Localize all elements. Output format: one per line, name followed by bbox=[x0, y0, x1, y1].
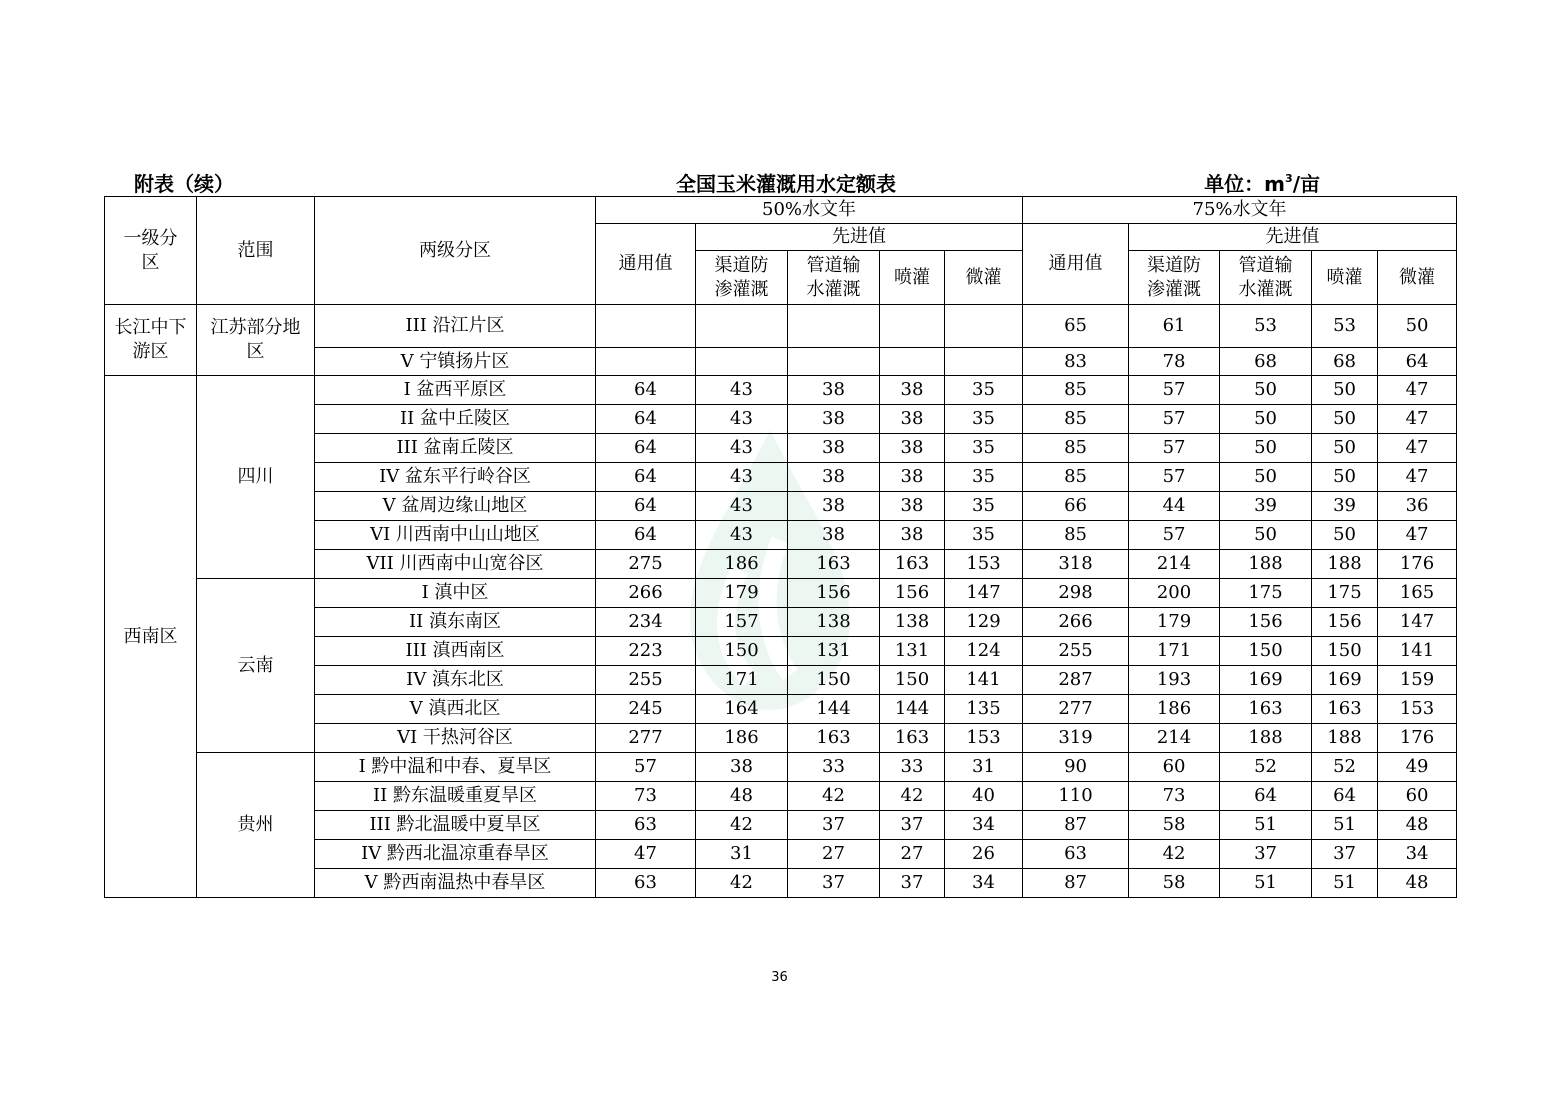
cell: 43 bbox=[696, 434, 788, 463]
cell: 43 bbox=[696, 376, 788, 405]
cell: 57 bbox=[1129, 434, 1220, 463]
table-row bbox=[105, 305, 1457, 348]
cell bbox=[945, 305, 1023, 348]
cell: 124 bbox=[945, 637, 1023, 666]
header-75-percent-year: 75%水文年 bbox=[1023, 197, 1457, 224]
cell: 164 bbox=[696, 695, 788, 724]
cell: 64 bbox=[596, 463, 696, 492]
cell: 234 bbox=[596, 608, 696, 637]
cell: 150 bbox=[696, 637, 788, 666]
cell: 48 bbox=[1378, 811, 1457, 840]
cell: 61 bbox=[1129, 305, 1220, 348]
cell: 38 bbox=[696, 753, 788, 782]
cell: 163 bbox=[880, 550, 945, 579]
cell: 186 bbox=[696, 550, 788, 579]
cell: 37 bbox=[880, 869, 945, 898]
cell: 163 bbox=[788, 550, 880, 579]
cell: 50 bbox=[1378, 305, 1457, 348]
header-canal-75: 渠道防渗灌溉 bbox=[1129, 251, 1220, 305]
cell: 38 bbox=[788, 521, 880, 550]
group-southwest: 西南区 bbox=[105, 376, 197, 898]
cell: 159 bbox=[1378, 666, 1457, 695]
cell: 43 bbox=[696, 521, 788, 550]
cell: 131 bbox=[788, 637, 880, 666]
cell: 34 bbox=[945, 811, 1023, 840]
header-sprinkler-75: 喷灌 bbox=[1312, 251, 1378, 305]
cell: 38 bbox=[788, 434, 880, 463]
zone-name: III 黔北温暖中夏旱区 bbox=[315, 811, 596, 840]
header-micro-75: 微灌 bbox=[1378, 251, 1457, 305]
zone-name: III 滇西南区 bbox=[315, 637, 596, 666]
cell: 50 bbox=[1312, 463, 1378, 492]
cell: 51 bbox=[1220, 811, 1312, 840]
cell: 38 bbox=[880, 434, 945, 463]
cell: 156 bbox=[880, 579, 945, 608]
zone-name: V 黔西南温热中春旱区 bbox=[315, 869, 596, 898]
cell: 245 bbox=[596, 695, 696, 724]
cell: 141 bbox=[1378, 637, 1457, 666]
cell: 175 bbox=[1312, 579, 1378, 608]
header-scope: 范围 bbox=[197, 197, 315, 305]
cell: 163 bbox=[1220, 695, 1312, 724]
cell: 150 bbox=[880, 666, 945, 695]
cell bbox=[880, 348, 945, 376]
cell: 50 bbox=[1312, 405, 1378, 434]
cell: 186 bbox=[696, 724, 788, 753]
cell: 277 bbox=[1023, 695, 1129, 724]
cell bbox=[696, 348, 788, 376]
zone-name: V 宁镇扬片区 bbox=[315, 348, 596, 376]
cell: 35 bbox=[945, 521, 1023, 550]
cell: 27 bbox=[788, 840, 880, 869]
cell: 52 bbox=[1312, 753, 1378, 782]
cell bbox=[945, 348, 1023, 376]
cell: 131 bbox=[880, 637, 945, 666]
cell: 179 bbox=[1129, 608, 1220, 637]
zone-name: I 黔中温和中春、夏旱区 bbox=[315, 753, 596, 782]
cell: 63 bbox=[1023, 840, 1129, 869]
cell: 43 bbox=[696, 405, 788, 434]
cell: 58 bbox=[1129, 811, 1220, 840]
cell: 85 bbox=[1023, 521, 1129, 550]
cell: 179 bbox=[696, 579, 788, 608]
cell: 47 bbox=[1378, 521, 1457, 550]
zone-name: II 盆中丘陵区 bbox=[315, 405, 596, 434]
cell: 51 bbox=[1312, 869, 1378, 898]
irrigation-quota-table bbox=[104, 196, 1457, 898]
cell: 214 bbox=[1129, 724, 1220, 753]
cell: 37 bbox=[1220, 840, 1312, 869]
table-caption bbox=[104, 166, 1456, 196]
cell bbox=[788, 348, 880, 376]
cell: 33 bbox=[788, 753, 880, 782]
cell: 35 bbox=[945, 492, 1023, 521]
cell: 47 bbox=[1378, 405, 1457, 434]
group-yangtze: 长江中下游区 bbox=[105, 305, 197, 376]
page-number: 36 bbox=[771, 970, 788, 985]
cell: 275 bbox=[596, 550, 696, 579]
cell: 186 bbox=[1129, 695, 1220, 724]
cell: 44 bbox=[1129, 492, 1220, 521]
cell: 63 bbox=[596, 811, 696, 840]
zone-name: V 滇西北区 bbox=[315, 695, 596, 724]
cell: 176 bbox=[1378, 724, 1457, 753]
header-level2-zone: 两级分区 bbox=[315, 197, 596, 305]
unit-label: 单位：$m^3/$亩 bbox=[1204, 172, 1320, 196]
cell: 39 bbox=[1220, 492, 1312, 521]
cell: 57 bbox=[596, 753, 696, 782]
zone-name: VI 干热河谷区 bbox=[315, 724, 596, 753]
cell: 138 bbox=[788, 608, 880, 637]
cell: 64 bbox=[1378, 348, 1457, 376]
cell bbox=[788, 305, 880, 348]
cell: 266 bbox=[596, 579, 696, 608]
cell: 78 bbox=[1129, 348, 1220, 376]
cell: 223 bbox=[596, 637, 696, 666]
zone-name: IV 滇东北区 bbox=[315, 666, 596, 695]
cell: 135 bbox=[945, 695, 1023, 724]
cell: 38 bbox=[788, 405, 880, 434]
cell: 47 bbox=[1378, 463, 1457, 492]
cell: 50 bbox=[1312, 434, 1378, 463]
cell: 57 bbox=[1129, 521, 1220, 550]
cell: 147 bbox=[945, 579, 1023, 608]
table-row bbox=[105, 579, 1457, 608]
cell bbox=[696, 305, 788, 348]
header-advanced-75: 先进值 bbox=[1129, 224, 1457, 251]
cell: 68 bbox=[1312, 348, 1378, 376]
cell: 64 bbox=[596, 376, 696, 405]
cell: 85 bbox=[1023, 405, 1129, 434]
cell: 38 bbox=[880, 376, 945, 405]
cell: 43 bbox=[696, 492, 788, 521]
cell: 38 bbox=[880, 521, 945, 550]
cell: 38 bbox=[880, 405, 945, 434]
cell: 85 bbox=[1023, 434, 1129, 463]
cell: 42 bbox=[696, 869, 788, 898]
cell: 53 bbox=[1220, 305, 1312, 348]
cell: 42 bbox=[696, 811, 788, 840]
cell: 39 bbox=[1312, 492, 1378, 521]
cell: 50 bbox=[1220, 405, 1312, 434]
cell: 66 bbox=[1023, 492, 1129, 521]
cell: 42 bbox=[1129, 840, 1220, 869]
cell: 83 bbox=[1023, 348, 1129, 376]
cell: 63 bbox=[596, 869, 696, 898]
cell: 50 bbox=[1220, 463, 1312, 492]
cell: 277 bbox=[596, 724, 696, 753]
group-yunnan: 云南 bbox=[197, 579, 315, 753]
cell: 188 bbox=[1312, 724, 1378, 753]
cell: 35 bbox=[945, 434, 1023, 463]
group-sichuan: 四川 bbox=[197, 376, 315, 579]
zone-name: II 滇东南区 bbox=[315, 608, 596, 637]
cell: 188 bbox=[1220, 550, 1312, 579]
cell: 33 bbox=[880, 753, 945, 782]
zone-name: II 黔东温暖重夏旱区 bbox=[315, 782, 596, 811]
cell: 176 bbox=[1378, 550, 1457, 579]
cell: 157 bbox=[696, 608, 788, 637]
cell: 42 bbox=[880, 782, 945, 811]
cell: 34 bbox=[1378, 840, 1457, 869]
header-advanced-50: 先进值 bbox=[696, 224, 1023, 251]
cell: 90 bbox=[1023, 753, 1129, 782]
cell: 188 bbox=[1220, 724, 1312, 753]
cell: 38 bbox=[880, 492, 945, 521]
cell: 52 bbox=[1220, 753, 1312, 782]
cell: 165 bbox=[1378, 579, 1457, 608]
cell: 138 bbox=[880, 608, 945, 637]
cell: 38 bbox=[880, 463, 945, 492]
cell: 35 bbox=[945, 463, 1023, 492]
cell: 35 bbox=[945, 376, 1023, 405]
cell: 47 bbox=[596, 840, 696, 869]
cell: 50 bbox=[1220, 521, 1312, 550]
cell: 64 bbox=[596, 492, 696, 521]
cell: 51 bbox=[1312, 811, 1378, 840]
cell: 27 bbox=[880, 840, 945, 869]
cell: 153 bbox=[945, 550, 1023, 579]
cell: 85 bbox=[1023, 463, 1129, 492]
cell: 153 bbox=[1378, 695, 1457, 724]
cell: 129 bbox=[945, 608, 1023, 637]
cell: 153 bbox=[945, 724, 1023, 753]
cell: 65 bbox=[1023, 305, 1129, 348]
cell: 48 bbox=[696, 782, 788, 811]
cell: 73 bbox=[596, 782, 696, 811]
header-50-percent-year: 50%水文年 bbox=[596, 197, 1023, 224]
group-guizhou: 贵州 bbox=[197, 753, 315, 898]
cell: 156 bbox=[1312, 608, 1378, 637]
header-pipe-50: 管道输水灌溉 bbox=[788, 251, 880, 305]
cell: 37 bbox=[880, 811, 945, 840]
cell: 171 bbox=[696, 666, 788, 695]
cell: 60 bbox=[1129, 753, 1220, 782]
cell: 169 bbox=[1312, 666, 1378, 695]
zone-name: III 盆南丘陵区 bbox=[315, 434, 596, 463]
cell: 37 bbox=[788, 811, 880, 840]
cell: 35 bbox=[945, 405, 1023, 434]
cell: 188 bbox=[1312, 550, 1378, 579]
table-row bbox=[105, 376, 1457, 405]
cell: 31 bbox=[696, 840, 788, 869]
cell: 31 bbox=[945, 753, 1023, 782]
cell: 169 bbox=[1220, 666, 1312, 695]
group-jiangsu: 江苏部分地区 bbox=[197, 305, 315, 376]
zone-name: VI 川西南中山山地区 bbox=[315, 521, 596, 550]
header-canal-50: 渠道防渗灌溉 bbox=[696, 251, 788, 305]
table-row bbox=[105, 753, 1457, 782]
cell: 60 bbox=[1378, 782, 1457, 811]
cell bbox=[880, 305, 945, 348]
cell: 34 bbox=[945, 869, 1023, 898]
zone-name: IV 黔西北温凉重春旱区 bbox=[315, 840, 596, 869]
cell: 163 bbox=[788, 724, 880, 753]
cell: 50 bbox=[1312, 376, 1378, 405]
zone-name: I 滇中区 bbox=[315, 579, 596, 608]
cell: 255 bbox=[596, 666, 696, 695]
cell: 51 bbox=[1220, 869, 1312, 898]
cell: 298 bbox=[1023, 579, 1129, 608]
cell: 57 bbox=[1129, 463, 1220, 492]
cell: 175 bbox=[1220, 579, 1312, 608]
header-pipe-75: 管道输水灌溉 bbox=[1220, 251, 1312, 305]
cell: 163 bbox=[880, 724, 945, 753]
cell: 193 bbox=[1129, 666, 1220, 695]
cell: 73 bbox=[1129, 782, 1220, 811]
cell: 287 bbox=[1023, 666, 1129, 695]
cell bbox=[596, 348, 696, 376]
cell: 147 bbox=[1378, 608, 1457, 637]
cell: 42 bbox=[788, 782, 880, 811]
cell: 37 bbox=[788, 869, 880, 898]
cell: 214 bbox=[1129, 550, 1220, 579]
cell: 141 bbox=[945, 666, 1023, 695]
header-general-50: 通用值 bbox=[596, 224, 696, 305]
zone-name: III 沿江片区 bbox=[315, 305, 596, 348]
cell: 50 bbox=[1220, 376, 1312, 405]
cell: 38 bbox=[788, 492, 880, 521]
cell: 50 bbox=[1312, 521, 1378, 550]
cell bbox=[596, 305, 696, 348]
cell: 150 bbox=[1312, 637, 1378, 666]
cell: 255 bbox=[1023, 637, 1129, 666]
zone-name: IV 盆东平行岭谷区 bbox=[315, 463, 596, 492]
cell: 64 bbox=[596, 434, 696, 463]
cell: 48 bbox=[1378, 869, 1457, 898]
cell: 26 bbox=[945, 840, 1023, 869]
cell: 156 bbox=[1220, 608, 1312, 637]
appendix-label: 附表（续） bbox=[134, 172, 234, 196]
zone-name: VII 川西南中山宽谷区 bbox=[315, 550, 596, 579]
cell: 37 bbox=[1312, 840, 1378, 869]
cell: 85 bbox=[1023, 376, 1129, 405]
cell: 40 bbox=[945, 782, 1023, 811]
cell: 47 bbox=[1378, 376, 1457, 405]
cell: 156 bbox=[788, 579, 880, 608]
cell: 163 bbox=[1312, 695, 1378, 724]
cell: 38 bbox=[788, 376, 880, 405]
cell: 64 bbox=[1220, 782, 1312, 811]
cell: 319 bbox=[1023, 724, 1129, 753]
header-micro-50: 微灌 bbox=[945, 251, 1023, 305]
cell: 200 bbox=[1129, 579, 1220, 608]
table-title: 全国玉米灌溉用水定额表 bbox=[676, 172, 896, 196]
cell: 53 bbox=[1312, 305, 1378, 348]
zone-name: V 盆周边缘山地区 bbox=[315, 492, 596, 521]
cell: 64 bbox=[1312, 782, 1378, 811]
cell: 49 bbox=[1378, 753, 1457, 782]
zone-name: I 盆西平原区 bbox=[315, 376, 596, 405]
cell: 57 bbox=[1129, 405, 1220, 434]
cell: 144 bbox=[880, 695, 945, 724]
cell: 58 bbox=[1129, 869, 1220, 898]
cell: 110 bbox=[1023, 782, 1129, 811]
cell: 68 bbox=[1220, 348, 1312, 376]
header-sprinkler-50: 喷灌 bbox=[880, 251, 945, 305]
cell: 43 bbox=[696, 463, 788, 492]
cell: 87 bbox=[1023, 811, 1129, 840]
cell: 64 bbox=[596, 405, 696, 434]
cell: 50 bbox=[1220, 434, 1312, 463]
cell: 266 bbox=[1023, 608, 1129, 637]
cell: 150 bbox=[788, 666, 880, 695]
cell: 57 bbox=[1129, 376, 1220, 405]
cell: 144 bbox=[788, 695, 880, 724]
cell: 171 bbox=[1129, 637, 1220, 666]
cell: 64 bbox=[596, 521, 696, 550]
cell: 36 bbox=[1378, 492, 1457, 521]
cell: 47 bbox=[1378, 434, 1457, 463]
header-general-75: 通用值 bbox=[1023, 224, 1129, 305]
header-level1-zone: 一级分区 bbox=[105, 197, 197, 305]
cell: 150 bbox=[1220, 637, 1312, 666]
cell: 38 bbox=[788, 463, 880, 492]
cell: 87 bbox=[1023, 869, 1129, 898]
cell: 318 bbox=[1023, 550, 1129, 579]
